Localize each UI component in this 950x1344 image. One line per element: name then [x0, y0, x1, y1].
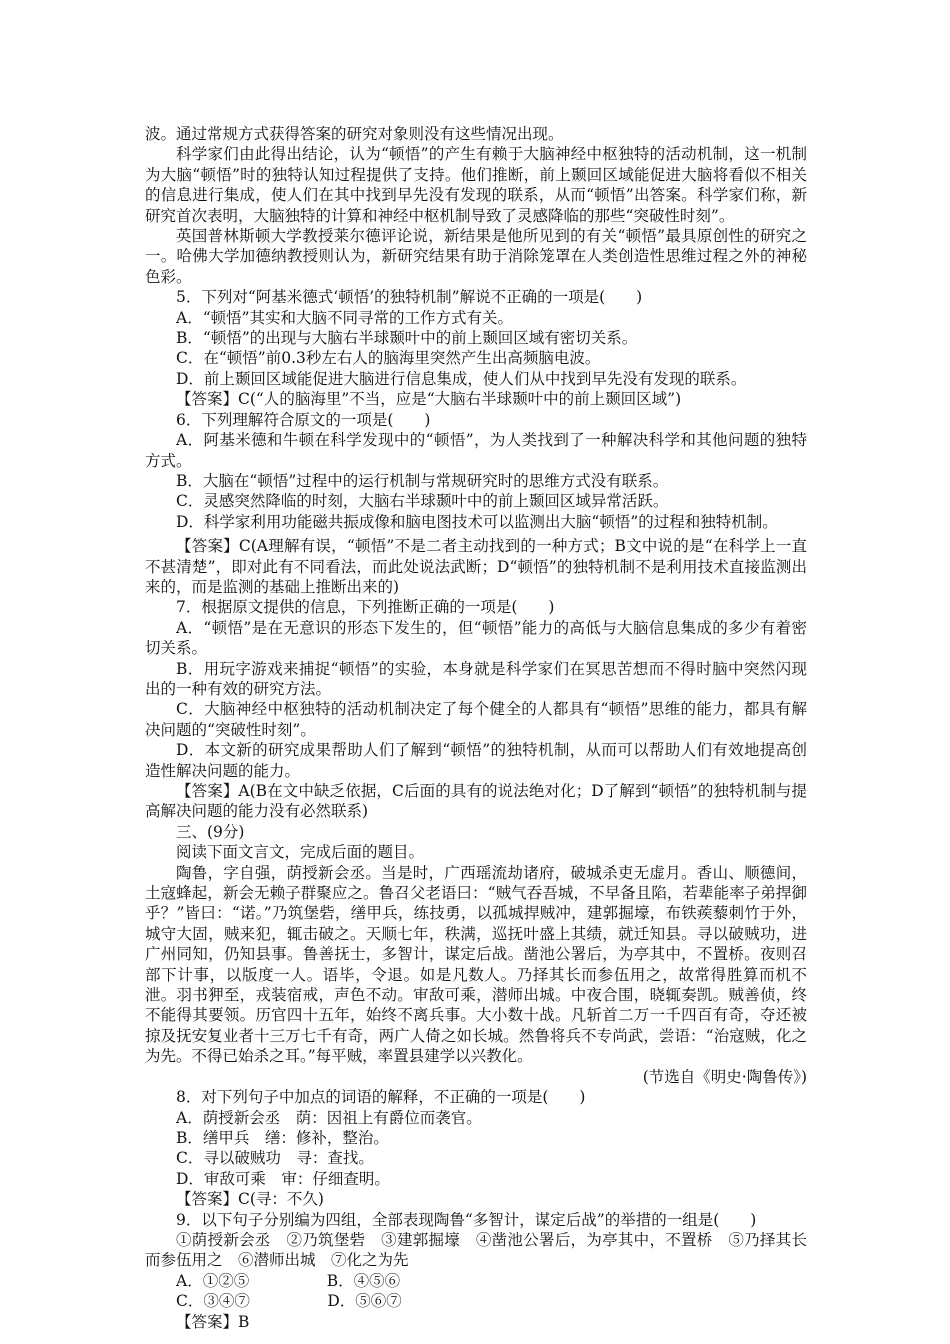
q5-option-c: C．在“顿悟”前0.3秒左右人的脑海里突然产生出高频脑电波。 — [176, 349, 601, 368]
classical-text: 陶鲁，字自强，荫授新会丞。当是时，广西瑶流劫诸府，破城杀吏无虚月。香山、顺德间，土寇蜂起，新会无赖子群聚应之。鲁召父老语曰：“贼气吞吾城，不早备且陷，若辈能率子弟捍御乎？”皆曰：“诺。”乃筑堡砦，缮甲兵，练技勇，以孤城捍贼冲，建郭掘壕，布铁蒺藜刺竹于外，城守大固，贼来犯，辄击破之。天顺七年，秩满，巡抚叶盛上其绩，就迁知县。寻以破贼功，进广州同知，仍知县事。鲁善抚士，多智计，谋定后战。凿池公署后，为亭其中，不置桥。夜则召部下计事，以版度一人。语毕，令退。如是凡数人。乃择其长而参伍用之，故常得胜算而机不泄。羽书狎至，戎装宿戒，声色不动。审敌可乘，潜师出城。中夜合围，晓辄奏凯。贼善侦，终不能得其要领。历官四十五年，始终不离兵事。大小数十战。凡斩首二万一千四百有奇，夺还被掠及抚安复业者十三万七千有奇，两广人倚之如长城。然鲁将兵不专尚武，尝语：“治寇贼，化之为先。不得已始杀之耳。”每平贼，率置县建学以兴教化。 — [145, 863, 807, 1066]
q8-option-a: A．荫授新会丞 荫：因祖上有爵位而袭官。 — [176, 1108, 482, 1127]
q7-stem: 7．根据原文提供的信息，下列推断正确的一项是( ) — [176, 598, 555, 617]
q6-option-a: A．阿基米德和牛顿在科学发现中的“顿悟”，为人类找到了一种解决科学和其他问题的独特方式。 — [145, 431, 807, 470]
q5-stem: 5．下列对“阿基米德式‘顿悟’的独特机制”解说不正确的一项是( ) — [176, 288, 643, 307]
section3-heading: 三、(9分) — [176, 822, 245, 841]
q7-answer: 【答案】A(B在文中缺乏依据，C后面的具有的说法绝对化；D了解到“顿悟”的独特机制与提高解决问题的能力没有必然联系) — [145, 782, 807, 821]
passage-paragraph-1: 波。通过常规方式获得答案的研究对象则没有这些情况出现。 — [145, 125, 564, 143]
q5-answer: 【答案】C(“人的脑海里”不当，应是“大脑右半球颞叶中的前上颞回区域”) — [176, 390, 682, 409]
q6-answer: 【答案】C(A理解有误，“顿悟”不是二者主动找到的一种方式；B文中说的是“在科学上一直不甚清楚”，即对此有不同看法，而此处说法武断；D“顿悟”的独特机制不是利用技术直接监测出来的，而是监测的基础上推断出来的) — [145, 537, 808, 596]
q6-option-b: B．大脑在“顿悟”过程中的运行机制与常规研究时的思维方式没有联系。 — [176, 471, 669, 490]
q6-option-d: D．科学家利用功能磁共振成像和脑电图技术可以监测出大脑“顿悟”的过程和独特机制。 — [176, 512, 778, 531]
q7-option-b: B．用玩字游戏来捕捉“顿悟”的实验，本身就是科学家们在冥思苦想而不得时脑中突然闪现出的一种有效的研究方法。 — [145, 659, 807, 698]
q6-option-c: C．灵感突然降临的时刻，大脑右半球颞叶中的前上颞回区域异常活跃。 — [176, 492, 669, 511]
q5-option-b: B．“顿悟”的出现与大脑右半球颞叶中的前上颞回区域有密切关系。 — [176, 329, 638, 348]
text-source: (节选自《明史·陶鲁传》) — [642, 1067, 807, 1086]
q9-options-row-2: C．③④⑦ D．⑤⑥⑦ — [176, 1292, 402, 1311]
q8-answer: 【答案】C(寻：不久) — [176, 1190, 324, 1209]
q8-stem: 8．对下列句子中加点的词语的解释，不正确的一项是( ) — [176, 1088, 586, 1107]
q8-option-b: B．缮甲兵 缮：修补，整治。 — [176, 1128, 389, 1147]
q9-items: ①荫授新会丞 ②乃筑堡砦 ③建郭掘壕 ④凿池公署后，为亭其中，不置桥 ⑤乃择其长而参伍用之 ⑥潜师出城 ⑦化之为先 — [145, 1230, 807, 1270]
q5-option-d: D．前上颞回区域能促进大脑进行信息集成，使人们从中找到早先没有发现的联系。 — [176, 369, 747, 388]
q8-option-c: C．寻以破贼功 寻：查找。 — [176, 1149, 374, 1168]
q8-option-d: D．审敌可乘 审：仔细查明。 — [176, 1169, 390, 1188]
q9-answer: 【答案】B — [176, 1312, 250, 1331]
passage-paragraph-2: 科学家们由此得出结论，认为“顿悟”的产生有赖于大脑神经中枢独特的活动机制，这一机制为大脑“顿悟”时的独特认知过程提供了支持。他们推断，前上颞回区域能促进大脑将看似不相关的信息进行集成，使人们在其中找到早先没有发现的联系，从而“顿悟”出答案。科学家们称，新研究首次表明，大脑独特的计算和神经中枢机制导致了灵感降临的那些“突破性时刻”。 — [145, 145, 807, 225]
q9-options-row-1: A．①②⑤ B．④⑤⑥ — [176, 1271, 401, 1290]
q7-option-c: C．大脑神经中枢独特的活动机制决定了每个健全的人都具有“顿悟”思维的能力，都具有解决问题的“突破性时刻”。 — [145, 700, 807, 739]
q5-option-a: A．“顿悟”其实和大脑不同寻常的工作方式有关。 — [176, 308, 514, 327]
document-page — [145, 124, 807, 1332]
q7-option-a: A．“顿悟”是在无意识的形态下发生的，但“顿悟”能力的高低与大脑信息集成的多少有着密切关系。 — [145, 618, 807, 658]
q7-option-d: D．本文新的研究成果帮助人们了解到“顿悟”的独特机制，从而可以帮助人们有效地提高创造性解决问题的能力。 — [145, 741, 807, 780]
passage-paragraph-3: 英国普林斯顿大学教授莱尔德评论说，新结果是他所见到的有关“顿悟”最具原创性的研究之一。哈佛大学加德纳教授则认为，新研究结果有助于消除笼罩在人类创造性思维过程之外的神秘色彩。 — [145, 227, 807, 286]
q6-stem: 6．下列理解符合原文的一项是( ) — [176, 410, 431, 429]
section3-instruction: 阅读下面文言文，完成后面的题目。 — [176, 843, 425, 862]
q9-stem: 9．以下句子分别编为四组，全部表现陶鲁“多智计，谋定后战”的举措的一组是( ) — [176, 1210, 757, 1229]
